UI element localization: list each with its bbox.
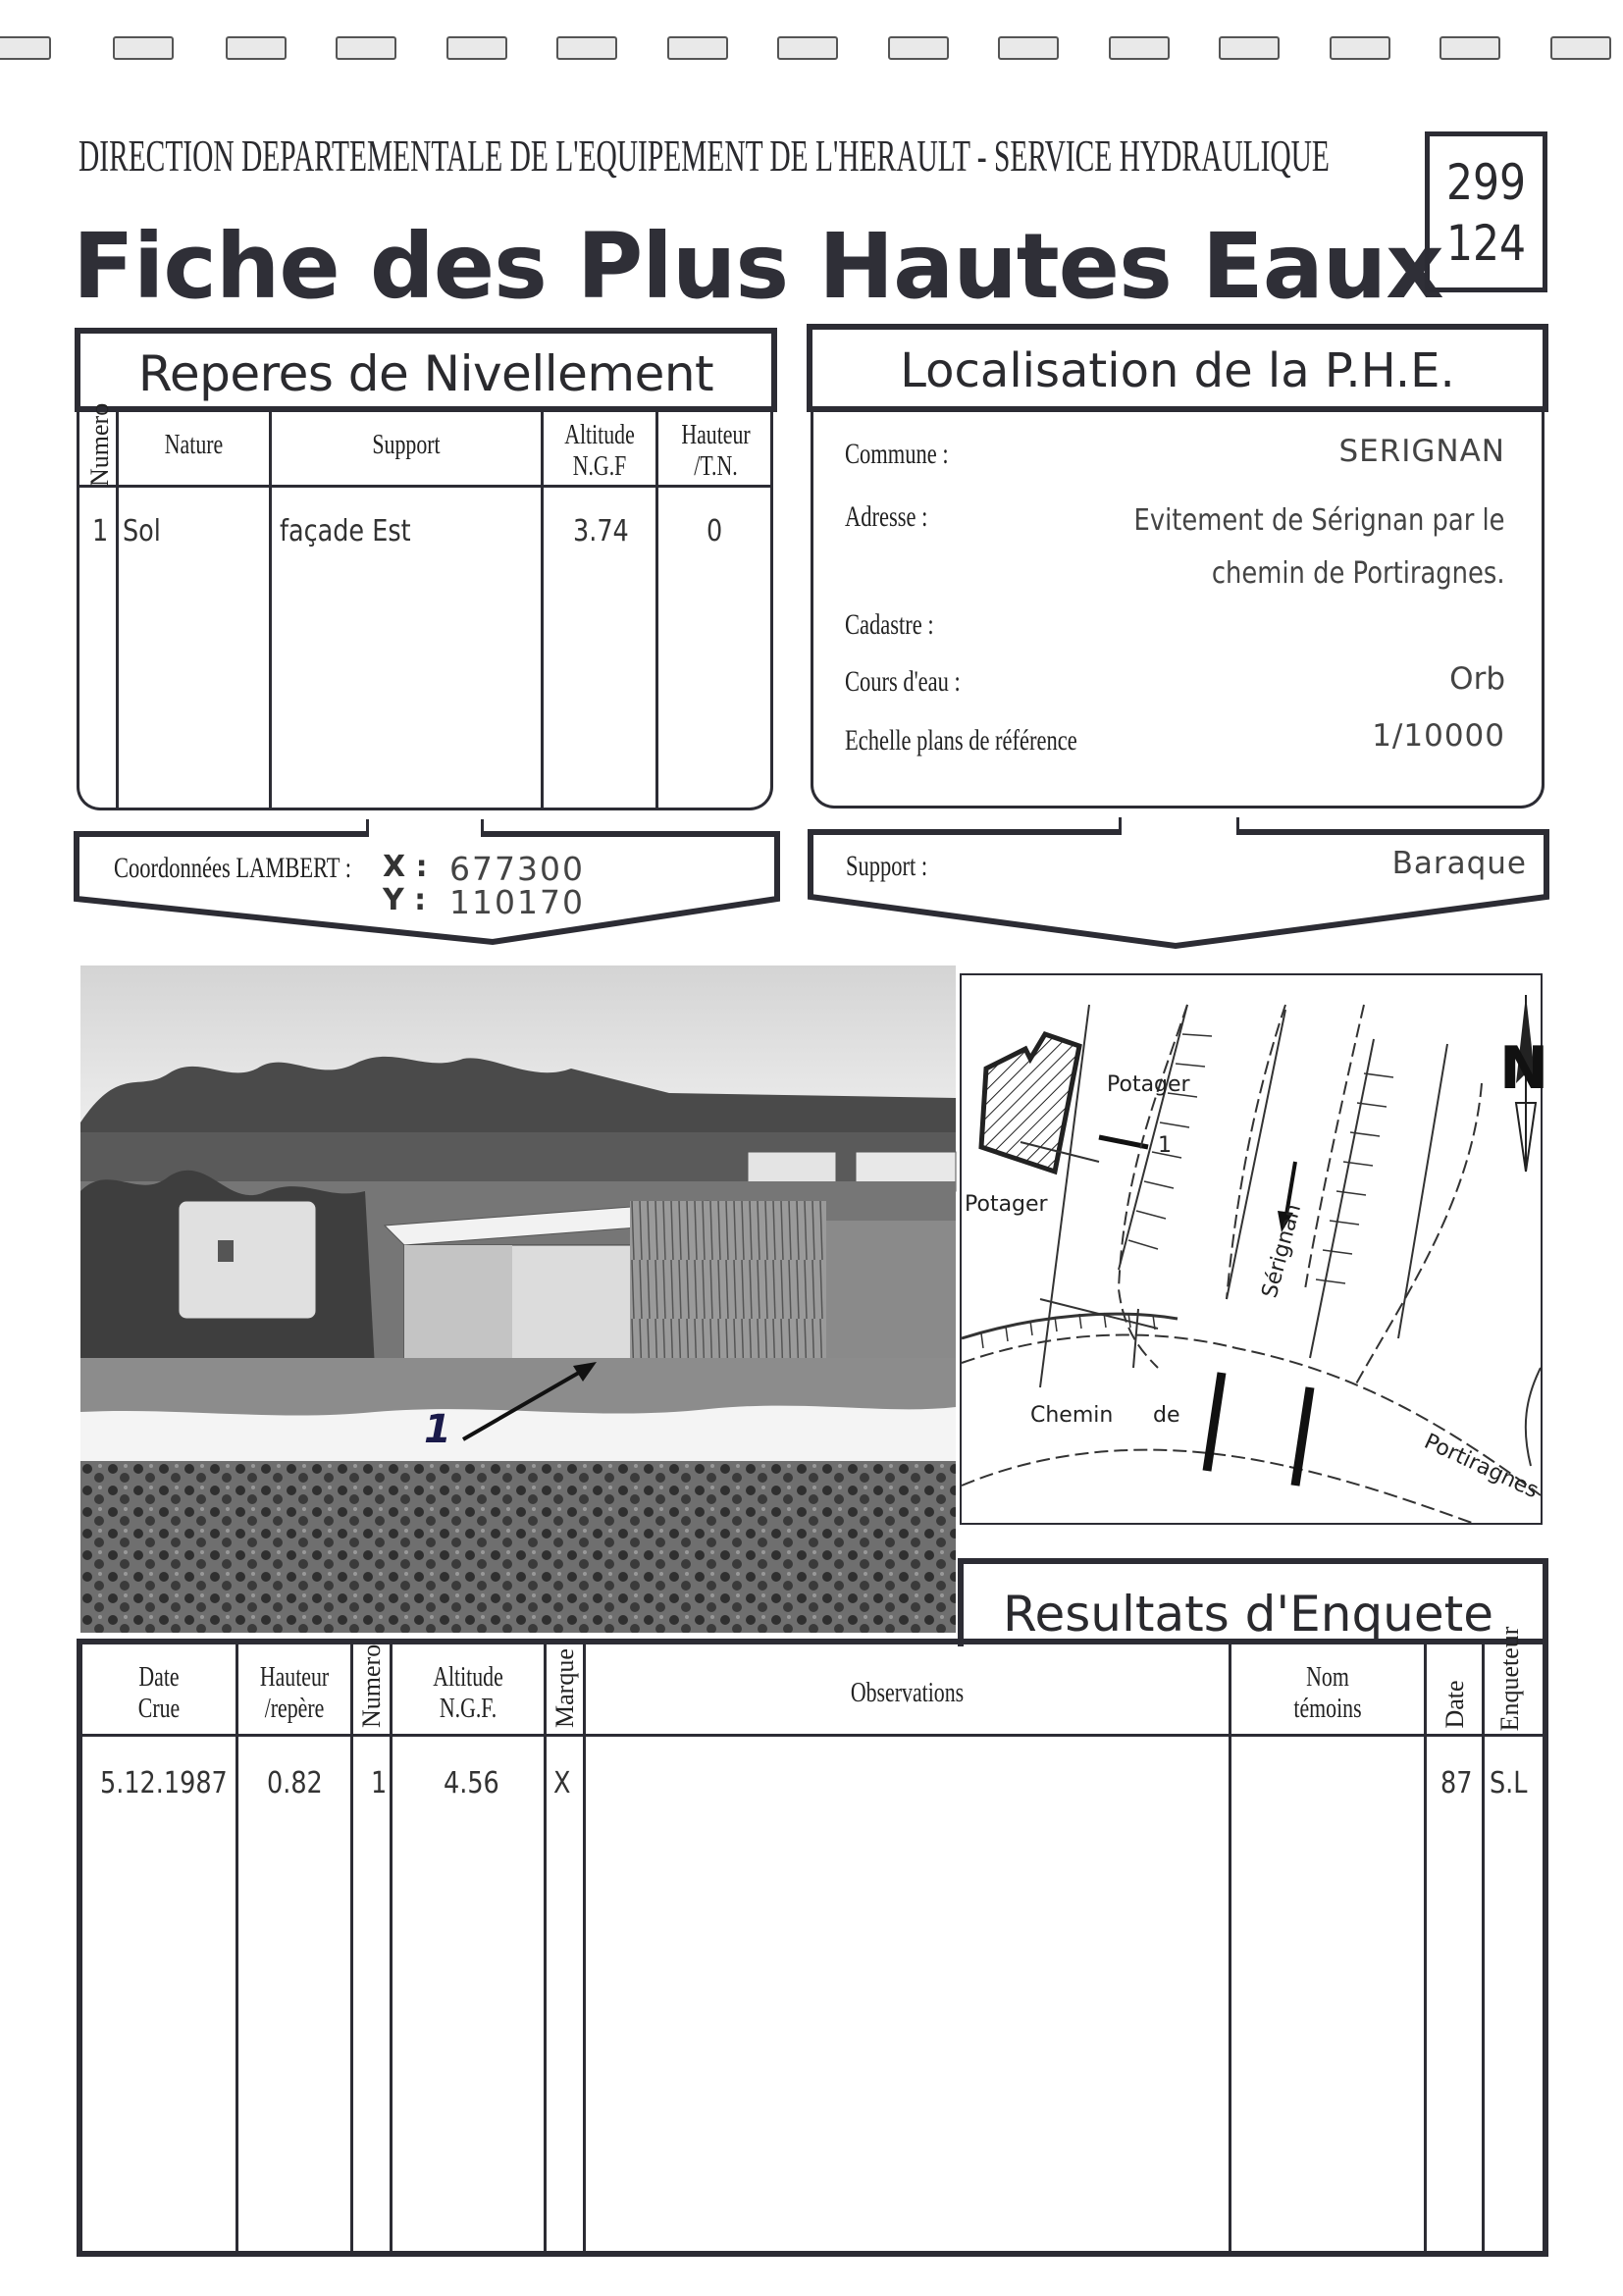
resultats-title: Resultats d'Enquete bbox=[1003, 1586, 1493, 1643]
agency-header: DIRECTION DEPARTEMENTALE DE L'EQUIPEMENT DE L'HERAULT - SERVICE HYDRAULIQUE bbox=[79, 130, 1330, 181]
adresse-label: Adresse : bbox=[845, 500, 928, 533]
resultats-row-enqueteur: S.L bbox=[1490, 1766, 1528, 1800]
resultats-row-hauteur: 0.82 bbox=[267, 1766, 323, 1800]
map-label-de: de bbox=[1153, 1403, 1180, 1428]
reperes-row-hauteur: 0 bbox=[707, 514, 723, 548]
photo-marker: 1 bbox=[424, 1407, 451, 1452]
code-box bbox=[1425, 131, 1547, 292]
support-label: Support : bbox=[846, 850, 928, 882]
reperes-row-support: façade Est bbox=[280, 514, 411, 548]
map-drawing bbox=[962, 975, 1549, 1523]
map-label-serignan: Sérignan bbox=[1257, 1201, 1307, 1301]
resultats-col-date-crue: Date Crue bbox=[137, 1662, 181, 1724]
reperes-row-altitude: 3.74 bbox=[573, 514, 629, 548]
resultats-col-observations: Observations bbox=[850, 1678, 965, 1708]
resultats-row-numero: 1 bbox=[371, 1766, 388, 1800]
support-box bbox=[803, 812, 1554, 955]
reperes-title: Reperes de Nivellement bbox=[137, 345, 714, 402]
reperes-row-numero: 1 bbox=[92, 514, 109, 548]
site-photo bbox=[80, 965, 956, 1633]
map-label-marker: 1 bbox=[1158, 1133, 1172, 1158]
map-label-chemin: Chemin bbox=[1030, 1403, 1114, 1428]
coordinates-label: Coordonnées LAMBERT : bbox=[114, 852, 351, 884]
resultats-col-altitude: Altitude N.G.F. bbox=[433, 1662, 503, 1724]
page-title: Fiche des Plus Hautes Eaux bbox=[73, 214, 1443, 319]
coord-x-value: 677300 bbox=[449, 850, 585, 888]
map-label-potager-1: Potager bbox=[1107, 1072, 1190, 1097]
cours-value: Orb bbox=[1449, 661, 1505, 697]
localisation-title: Localisation de la P.H.E. bbox=[900, 343, 1455, 398]
reperes-col-numero: Numero bbox=[85, 402, 114, 487]
reperes-col-altitude: Altitude N.G.F bbox=[564, 420, 635, 482]
code-bottom: 124 bbox=[1445, 215, 1527, 272]
location-map bbox=[960, 973, 1549, 1525]
map-label-portiragnes: Portiragnes bbox=[1420, 1429, 1543, 1504]
resultats-title-box bbox=[958, 1558, 1548, 1646]
localisation-title-box bbox=[807, 324, 1548, 412]
resultats-col-date: Date bbox=[1440, 1680, 1469, 1729]
echelle-label: Echelle plans de référence bbox=[845, 724, 1077, 757]
commune-value: SERIGNAN bbox=[1338, 434, 1505, 469]
reperes-row-nature: Sol bbox=[123, 514, 161, 548]
resultats-col-hauteur: Hauteur /repère bbox=[259, 1662, 330, 1724]
cours-label: Cours d'eau : bbox=[845, 665, 961, 698]
resultats-col-numero: Numero bbox=[357, 1644, 386, 1728]
coord-y-label: Y : bbox=[383, 883, 427, 917]
coord-y-value: 110170 bbox=[449, 883, 585, 921]
resultats-col-enqueteur: Enqueteur bbox=[1495, 1626, 1524, 1732]
resultats-col-marque: Marque bbox=[550, 1648, 579, 1728]
adresse-value: Evitement de Sérignan par le chemin de Portiragnes. bbox=[1133, 503, 1505, 591]
cadastre-label: Cadastre : bbox=[845, 608, 934, 641]
resultats-row-altitude: 4.56 bbox=[444, 1766, 499, 1800]
photo-scene bbox=[80, 965, 956, 1633]
coord-x-label: X : bbox=[383, 850, 428, 884]
resultats-row-date-crue: 5.12.1987 bbox=[100, 1766, 228, 1800]
commune-label: Commune : bbox=[845, 438, 949, 470]
reperes-title-box bbox=[75, 328, 777, 412]
resultats-row-date: 87 bbox=[1440, 1766, 1473, 1800]
map-label-north: N bbox=[1499, 1034, 1549, 1103]
reperes-col-hauteur: Hauteur /T.N. bbox=[681, 420, 751, 482]
reperes-col-nature: Nature bbox=[164, 430, 224, 460]
resultats-table bbox=[77, 1639, 1548, 2257]
coordinates-box bbox=[69, 814, 785, 957]
resultats-row-marque: X bbox=[553, 1766, 571, 1800]
support-value: Baraque bbox=[1391, 846, 1527, 881]
code-top: 299 bbox=[1445, 154, 1527, 211]
reperes-table bbox=[77, 402, 773, 810]
map-label-potager-2: Potager bbox=[965, 1192, 1048, 1217]
echelle-value: 1/10000 bbox=[1372, 718, 1505, 754]
resultats-col-nom: Nom témoins bbox=[1293, 1662, 1362, 1724]
reperes-col-support: Support bbox=[372, 430, 441, 460]
